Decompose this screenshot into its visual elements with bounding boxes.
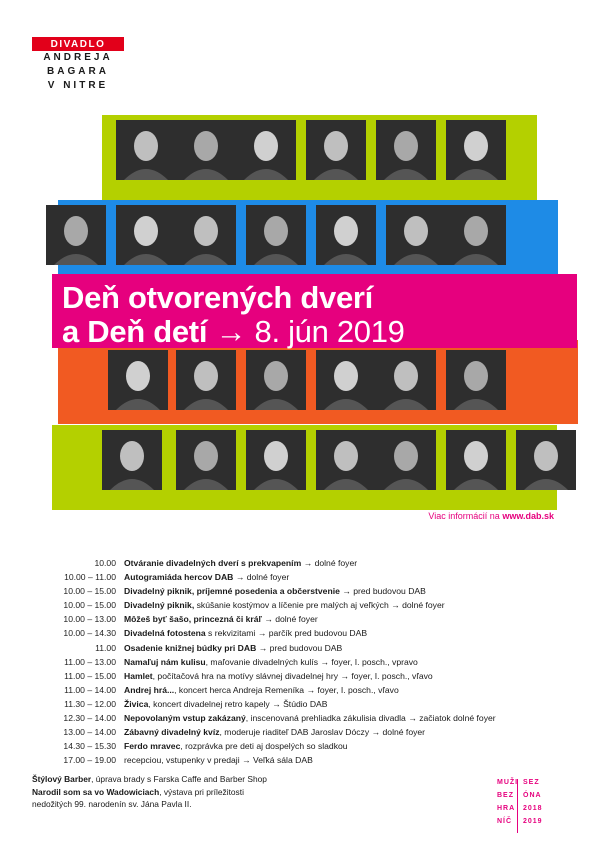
event-detail: , koncert divadelnej retro kapely → Štúdio DAB (148, 698, 328, 709)
event-detail: → pred budovou DAB (256, 642, 343, 653)
logo-line-2: BAGARA (47, 66, 109, 77)
season-left-text: MUŽI (497, 779, 519, 786)
schedule-row (38, 697, 598, 711)
actor-photo (516, 430, 576, 490)
schedule-event (124, 669, 433, 683)
schedule-time: 11.30 – 12.00 (64, 698, 116, 709)
schedule-event (124, 612, 318, 626)
actor-photo (246, 430, 306, 490)
actor-photo (236, 120, 296, 180)
schedule-row (38, 669, 598, 683)
schedule-time: 10.00 – 15.00 (63, 586, 116, 597)
actor-photo (176, 120, 236, 180)
actor-photo (176, 205, 236, 265)
schedule-row (38, 683, 598, 697)
season-left-text: HRA (497, 805, 516, 812)
actor-photo (116, 205, 176, 265)
event-name: Divadelná fotostena (124, 628, 206, 639)
season-right-text: 2018 (523, 805, 543, 812)
actor-photo (246, 350, 306, 410)
footer-line-1 (32, 773, 267, 786)
schedule-row (38, 584, 598, 598)
schedule-event (124, 725, 425, 739)
event-name: Ferdo mravec (124, 741, 181, 752)
actor-photo (316, 350, 376, 410)
event-name: Divadelný piknik, (124, 600, 195, 611)
footer-exhibition-detail: , výstava pri príležitosti (159, 786, 244, 797)
schedule-event (124, 641, 342, 655)
event-detail: → dolné foyer (233, 572, 290, 583)
schedule-row (38, 711, 598, 725)
schedule-time: 10.00 – 14.30 (63, 628, 116, 639)
event-detail: skúšanie kostýmov a líčenie pre malých aj veľkých → dolné foyer (194, 600, 445, 611)
season-left-text: NÍČ (497, 818, 513, 825)
schedule-event (124, 753, 313, 767)
season-right-text: ÓNA (523, 792, 542, 799)
actor-photo (446, 205, 506, 265)
schedule-event (124, 711, 496, 725)
schedule-time: 11.00 (95, 642, 116, 653)
actor-photo (376, 120, 436, 180)
more-info (428, 511, 554, 521)
schedule-row (38, 598, 598, 612)
arrow-icon: → (215, 314, 247, 349)
schedule-row (38, 556, 598, 570)
schedule-event (124, 584, 426, 598)
schedule-event (124, 626, 367, 640)
schedule-time: 11.00 – 13.00 (64, 656, 116, 667)
actor-photo (176, 350, 236, 410)
event-detail: , rozprávka pre deti aj dospelých so sladkou (180, 741, 348, 752)
event-detail: , inscenovaná prehliadka zákulisia divadla → začiatok dolné foyer (245, 713, 496, 724)
schedule-row (38, 641, 598, 655)
actor-photo (376, 350, 436, 410)
actor-photo (446, 350, 506, 410)
actor-photo (46, 205, 106, 265)
program-schedule (38, 556, 598, 767)
schedule-time: 10.00 (94, 558, 116, 568)
event-detail: recepciou, vstupenky v predaji → Veľká sála DAB (124, 755, 313, 766)
schedule-row (38, 570, 598, 584)
title-line-1: Deň otvorených dverí (62, 280, 373, 315)
event-date: 8. jún 2019 (254, 314, 405, 349)
event-name: Divadelný piknik, príjemné posedenia a občerstvenie (124, 586, 340, 597)
schedule-time: 17.00 – 19.00 (63, 755, 116, 766)
schedule-event (124, 598, 445, 612)
event-detail: , maľovanie divadelných kulís → foyer, I. posch., vpravo (205, 656, 418, 667)
event-name: Zábavný divadelný kvíz (124, 727, 220, 738)
season-right-text: SEZ (523, 779, 540, 786)
schedule-row (38, 739, 598, 753)
event-name: Osadenie knižnej búdky pri DAB (124, 642, 257, 653)
schedule-event (124, 570, 289, 584)
footer-exhibition: Narodil som sa vo Wadowiciach (32, 786, 160, 797)
logo-line-1: ANDREJA (43, 52, 113, 63)
footer-notes (32, 773, 267, 811)
schedule-time: 10.00 – 15.00 (63, 600, 116, 611)
event-name: Namaľuj nám kulisu (124, 656, 206, 667)
title-line-2 (62, 314, 405, 350)
season-right-text: 2019 (523, 818, 543, 825)
actor-photo (376, 430, 436, 490)
event-name: Otváranie divadelných dverí s prekvapením (124, 558, 302, 568)
schedule-time: 10.00 – 11.00 (64, 572, 116, 583)
footer-line-2 (32, 786, 267, 799)
actor-photo (306, 120, 366, 180)
footer-barber-detail: , úprava brady s Farska Caffe and Barber Shop (91, 774, 267, 784)
event-detail: s rekvizitami → parčík pred budovou DAB (205, 628, 368, 639)
schedule-time: 14.30 – 15.30 (63, 741, 116, 752)
footer-barber: Štýlový Barber (32, 774, 92, 784)
event-detail: → dolné foyer (301, 558, 358, 568)
actor-photo (446, 430, 506, 490)
schedule-row (38, 655, 598, 669)
schedule-row (38, 753, 598, 767)
event-detail: , moderuje riaditeľ DAB Jaroslav Dóczy → dolné foyer (219, 727, 426, 738)
event-detail: → pred budovou DAB (339, 586, 426, 597)
season-left-text: BEZ (497, 792, 514, 799)
schedule-time: 10.00 – 13.00 (63, 614, 116, 625)
schedule-row (38, 725, 598, 739)
actor-photo (108, 350, 168, 410)
schedule-time: 12.30 – 14.00 (63, 713, 116, 724)
schedule-time: 11.00 – 14.00 (64, 684, 116, 695)
event-detail: , počítačová hra na motívy slávnej divadelnej hry → foyer, I. posch., vľavo (152, 670, 433, 681)
schedule-row (38, 626, 598, 640)
schedule-time: 11.00 – 15.00 (64, 670, 116, 681)
actor-photo (446, 120, 506, 180)
schedule-event (124, 739, 348, 753)
event-name: Živica (124, 698, 149, 709)
season-divider (517, 779, 518, 833)
schedule-time: 13.00 – 14.00 (63, 727, 116, 738)
actor-photo (116, 120, 176, 180)
event-name: Andrej hrá... (124, 684, 175, 695)
event-detail: → dolné foyer (261, 614, 318, 625)
actor-photo (176, 430, 236, 490)
event-name: Môžeš byť šašo, princezná či kráľ (124, 614, 262, 625)
actor-photo (316, 430, 376, 490)
schedule-event (124, 556, 357, 570)
schedule-row (38, 612, 598, 626)
actor-photo (102, 430, 162, 490)
actor-photo (316, 205, 376, 265)
schedule-event (124, 655, 418, 669)
theatre-logo (32, 37, 124, 93)
event-detail: , koncert herca Andreja Remeníka → foyer, I. posch., vľavo (174, 684, 399, 695)
logo-divadlo: DIVADLO (32, 37, 124, 51)
title-line-2-text: a Deň detí (62, 314, 208, 349)
schedule-event (124, 683, 399, 697)
event-name: Autogramiáda hercov DAB (124, 572, 234, 583)
logo-line-3: V NITRE (47, 80, 109, 91)
schedule-event (124, 697, 328, 711)
event-name: Nepovolaným vstup zakázaný (124, 713, 246, 724)
more-info-text: Viac informácií na (428, 511, 500, 521)
actor-photo (246, 205, 306, 265)
event-name: Hamlet (124, 670, 153, 681)
website-link[interactable]: www.dab.sk (502, 511, 554, 521)
footer-line-3: nedožitých 99. narodenín sv. Jána Pavla II. (32, 799, 192, 809)
actor-photo (386, 205, 446, 265)
